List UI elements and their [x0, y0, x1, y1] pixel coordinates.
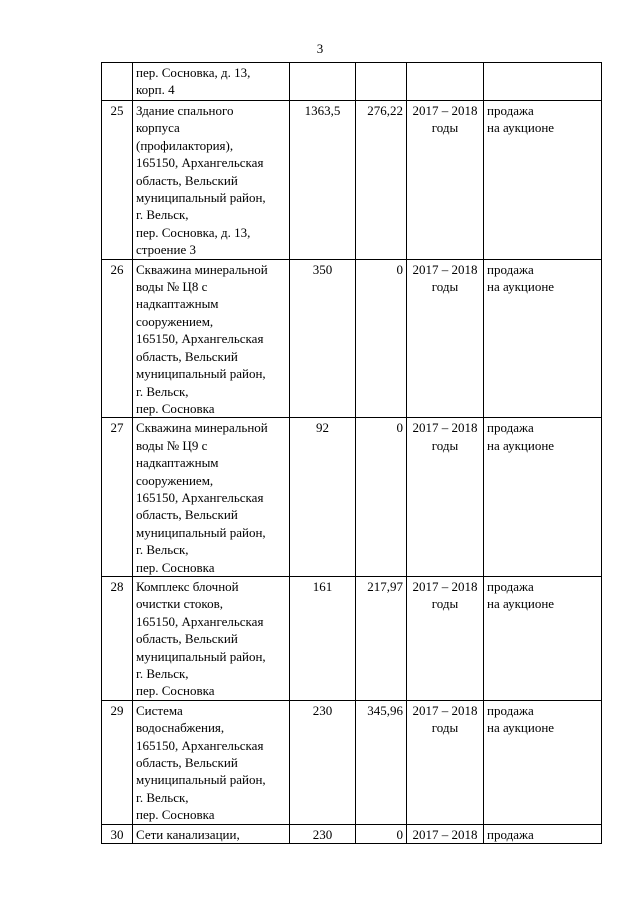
- object-name-line: муниципальный район,: [136, 524, 266, 540]
- table-row: [102, 63, 602, 101]
- row-number-cell: [102, 576, 133, 700]
- row-number-cell: [102, 700, 133, 824]
- cost-cell: [356, 576, 407, 700]
- object-name-line: надкаптажным: [136, 455, 219, 471]
- period-cell: [407, 700, 484, 824]
- object-name-line: 165150, Архангельская: [136, 489, 264, 505]
- table-row: [102, 101, 602, 260]
- area-value: 350: [312, 261, 333, 277]
- cost-cell: [356, 824, 407, 843]
- object-name-line: Скважина минеральной: [136, 261, 268, 277]
- object-name-line: корп. 4: [136, 82, 175, 98]
- object-name-line: корпуса: [136, 120, 180, 136]
- object-name-line: муниципальный район,: [136, 190, 266, 206]
- object-name-line: область, Вельский: [136, 507, 238, 523]
- row-number: 27: [110, 420, 124, 436]
- object-name-line: муниципальный район,: [136, 648, 266, 664]
- period-line: годы: [431, 437, 459, 453]
- row-number: 28: [110, 578, 124, 594]
- row-number: 29: [110, 702, 124, 718]
- object-name-line: пер. Сосновка: [136, 559, 215, 575]
- object-name-line: надкаптажным: [136, 296, 219, 312]
- period-line: 2017 – 2018: [412, 420, 478, 436]
- object-name-line: воды № Ц9 с: [136, 437, 208, 453]
- period-line: 2017 – 2018: [412, 103, 478, 118]
- area-cell: [290, 700, 356, 824]
- method-line: на аукционе: [487, 437, 555, 453]
- period-line: годы: [431, 120, 459, 136]
- object-name-cell: [133, 259, 290, 418]
- object-name-line: пер. Сосновка, д. 13,: [136, 224, 251, 240]
- object-name-line: сооружением,: [136, 313, 214, 329]
- table-row: [102, 576, 602, 700]
- row-number: 25: [110, 103, 124, 118]
- area-value: 161: [312, 578, 333, 594]
- object-name-cell: [133, 824, 290, 843]
- row-number-cell: [102, 101, 133, 260]
- object-name-line: область, Вельский: [136, 755, 238, 771]
- method-cell: [484, 700, 602, 824]
- cost-value: 0: [396, 420, 403, 436]
- cost-cell: [356, 101, 407, 260]
- period-line: 2017 – 2018: [412, 826, 478, 842]
- cost-value: 217,97: [367, 578, 403, 594]
- object-name-line: 165150, Архангельская: [136, 737, 264, 753]
- object-name-cell: [133, 418, 290, 577]
- method-line: продажа: [487, 578, 534, 594]
- table-row: [102, 418, 602, 577]
- area-value: 230: [312, 702, 333, 718]
- method-line: продажа: [487, 702, 534, 718]
- object-name-line: сооружением,: [136, 472, 214, 488]
- method-line: на аукционе: [487, 720, 555, 736]
- object-name-line: пер. Сосновка: [136, 807, 215, 823]
- period-cell: [407, 63, 484, 101]
- period-cell: [407, 101, 484, 260]
- object-name-line: г. Вельск,: [136, 542, 189, 558]
- period-line: годы: [431, 279, 459, 295]
- area-value: 230: [312, 826, 333, 842]
- period-cell: [407, 418, 484, 577]
- cost-value: 345,96: [367, 702, 403, 718]
- row-number-cell: [102, 418, 133, 577]
- object-name-line: Здание спального: [136, 103, 234, 118]
- method-cell: [484, 824, 602, 843]
- object-name-line: 165150, Архангельская: [136, 613, 264, 629]
- table-row: [102, 259, 602, 418]
- area-cell: [290, 101, 356, 260]
- cost-cell: [356, 418, 407, 577]
- method-line: на аукционе: [487, 120, 555, 136]
- object-name-line: Скважина минеральной: [136, 420, 268, 436]
- area-cell: [290, 418, 356, 577]
- table-row: [102, 824, 602, 843]
- period-cell: [407, 824, 484, 843]
- method-line: продажа: [487, 261, 534, 277]
- object-name-line: 165150, Архангельская: [136, 331, 264, 347]
- object-name-line: г. Вельск,: [136, 207, 189, 223]
- period-cell: [407, 576, 484, 700]
- object-name-line: Сети канализации,: [136, 826, 240, 842]
- table-row: [102, 700, 602, 824]
- method-cell: [484, 418, 602, 577]
- object-name-line: очистки стоков,: [136, 596, 223, 612]
- object-name-line: область, Вельский: [136, 172, 238, 188]
- period-line: 2017 – 2018: [412, 702, 478, 718]
- object-name-line: г. Вельск,: [136, 789, 189, 805]
- cost-value: 276,22: [367, 103, 403, 118]
- area-value: 1363,5: [304, 103, 341, 118]
- cost-cell: [356, 259, 407, 418]
- object-name-line: пер. Сосновка, д. 13,: [136, 65, 251, 80]
- page-number: 3: [316, 41, 324, 56]
- cost-value: 0: [396, 826, 403, 842]
- period-line: годы: [431, 596, 459, 612]
- method-line: на аукционе: [487, 279, 555, 295]
- period-line: 2017 – 2018: [412, 261, 478, 277]
- method-line: продажа: [487, 826, 534, 842]
- row-number-cell: [102, 824, 133, 843]
- area-cell: [290, 824, 356, 843]
- object-name-cell: [133, 576, 290, 700]
- object-name-line: воды № Ц8 с: [136, 279, 208, 295]
- object-name-line: водоснабжения,: [136, 720, 225, 736]
- area-cell: [290, 576, 356, 700]
- object-name-line: (профилактория),: [136, 137, 234, 153]
- method-line: продажа: [487, 103, 534, 118]
- method-line: на аукционе: [487, 596, 555, 612]
- cost-cell: [356, 63, 407, 101]
- method-cell: [484, 259, 602, 418]
- area-value: 92: [316, 420, 329, 436]
- method-line: продажа: [487, 420, 534, 436]
- object-name-line: муниципальный район,: [136, 366, 266, 382]
- row-number-cell: [102, 63, 133, 101]
- object-name-line: область, Вельский: [136, 631, 238, 647]
- object-name-line: Система: [136, 702, 183, 718]
- object-name-cell: [133, 101, 290, 260]
- area-cell: [290, 259, 356, 418]
- object-name-line: пер. Сосновка: [136, 400, 215, 416]
- period-line: годы: [431, 720, 459, 736]
- period-line: 2017 – 2018: [412, 578, 478, 594]
- method-cell: [484, 63, 602, 101]
- area-cell: [290, 63, 356, 101]
- object-name-line: 165150, Архангельская: [136, 155, 264, 171]
- object-name-line: г. Вельск,: [136, 383, 189, 399]
- period-cell: [407, 259, 484, 418]
- cost-value: 0: [396, 261, 403, 277]
- method-cell: [484, 101, 602, 260]
- row-number: 26: [110, 261, 124, 277]
- object-name-line: область, Вельский: [136, 348, 238, 364]
- cost-cell: [356, 700, 407, 824]
- object-name-line: пер. Сосновка: [136, 683, 215, 699]
- object-name-line: строение 3: [136, 242, 196, 258]
- row-number: 30: [110, 826, 124, 842]
- object-name-line: Комплекс блочной: [136, 578, 239, 594]
- object-name-line: г. Вельск,: [136, 666, 189, 681]
- property-table: [101, 62, 602, 844]
- method-cell: [484, 576, 602, 700]
- row-number-cell: [102, 259, 133, 418]
- object-name-cell: [133, 63, 290, 101]
- object-name-line: муниципальный район,: [136, 772, 266, 788]
- object-name-cell: [133, 700, 290, 824]
